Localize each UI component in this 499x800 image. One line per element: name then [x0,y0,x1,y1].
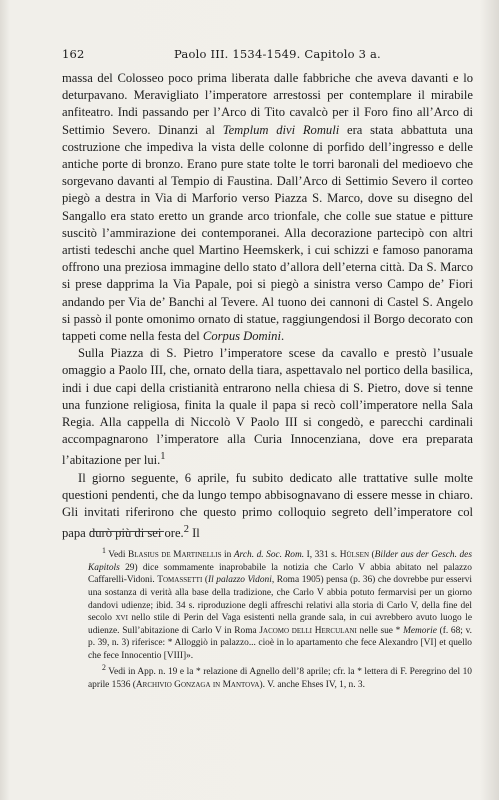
italic-run: Bilder aus der Gesch. des Kapitols [88,550,472,573]
main-text [62,70,473,543]
author-name: Tomassetti [157,575,203,586]
text-run: 29) dice sommamente inaprobabile la notizia che Carlo V abbia abitato nel palazzo Caffarelli-Vidoni. [88,562,472,586]
text-run: , Roma 1905) pensa (p. 36) che dovrebbe pur esservi una sostanza di verità alla base della tradizione, che Carlo V abbia potuto fermarvisi per un giorno dandovi udienze; ibid. 34 s. riproduzione degli affreschi relativi alla storia di Carlo V, della fine del secolo [88,575,472,624]
author-name: Hülsen [339,550,370,561]
text-run: Vedi in App. n. 19 e la * relazione di Agnello dell’8 aprile; cfr. la * lettera di F. Peregrino del 10 aprile 1536 ( [88,667,472,691]
footnote-2 [88,662,472,691]
text-run: nello stile di Perin del Vaga esistenti nella grande sala, in cui avrebbero avuto luogo le udienze. Sull’abitazione di Carlo V in Roma [88,613,473,636]
text-run: . [280,329,285,344]
author-name: Blasius de Martinellis [127,550,222,561]
text-run: Il [188,526,200,541]
paragraph-2 [62,345,473,470]
footnote-number: 1 [102,546,106,555]
text-run: in [221,550,234,561]
footnote-ref: 2 [183,524,189,536]
text-run: Sulla Piazza di S. Pietro l’imperatore scese da cavallo e prestò l’usuale omaggio a Paolo III, che, ornato della tiara, aspettavalo nel portico della basilica, indi i due capi della cristianità entrarono nella chiesa di S. Pietro, dove si tenne una funzione religiosa, finita la quale il papa si recò coll’imperatore nella Sala Regia. Alla cappella di Niccolò V Paolo III si congedò, e parecchi cardinali accompagnarono l’imperatore alla Curia Innocenziana, dove era preparata l’abitazione per lui. [62,346,473,468]
page-number: 162 [62,47,85,61]
text-run: Il giorno seguente, 6 aprile, fu subito dedicato alle trattative sulle molte questioni pendenti, che da lungo tempo abbisognavano di essere messe in chiaro. Gli invitati riferirono che questo primo colloquio segreto dell’imperatore col papa durò più di sei ore. [62,470,473,541]
footnote-rule [90,531,164,532]
footnote-ref: 1 [160,451,166,463]
text-run: nelle sue * [356,625,404,636]
archive-name: Archivio Gonzaga in Mantova [135,680,260,691]
footnote-1 [88,545,472,662]
footnotes [88,545,472,692]
footnote-number: 2 [102,663,106,673]
italic-run: Il palazzo Vidoni [207,575,272,586]
italic-run: Templum divi Romuli [222,122,340,137]
text-run: I, 331 s. [304,550,340,561]
text-run: Vedi [105,550,128,561]
text-run: ( [202,575,208,586]
italic-run: Corpus Domini [202,329,281,344]
text-run: ). V. anche Ehses IV, 1, n. 3. [259,680,365,691]
text-run: (f. 68; v. p. 39, n. 3) riferisce: * Alloggiò in palazzo... cioè in lo apartamento che fece Alexandro [VI] et quello che fece Innocentio [VIII]». [88,625,472,661]
paragraph-1 [62,70,473,345]
italic-run: Memorie [403,625,437,636]
author-name: Jacomo delli Herculani [259,625,357,636]
century-numeral: xvi [115,613,128,624]
text-run: ( [369,550,375,561]
text-run: era stata abbattuta una costruzione che impediva la vista delle colonne di porfido dell’ingresso e delle antiche porte di bronzo. Erano pure state tolte le torri baronali del medioevo che sorgevano davanti al Tempio di Faustina. Dall’Arco di Settimio Severo il corteo piegò a destra in Via di Marforio verso Piazza S. Marco, dove su disegno del Sangallo era stato eretto un grande arco trionfale, che colle sue statue e pitture suscitò l’ammirazione dei contemporanei. Alla decorazione partecipò con altri artisti tedeschi anche quel Martino Heemskerk, i cui schizzi e famoso panorama offrono una preziosa immagine dello stato d’allora dell’eterna città. Da S. Marco si prese dapprima la Via Papale, poi si piegò a sinistra verso Campo de’ Fiori andando per Via de’ Banchi al Tevere. Al tuono dei cannoni di Castel S. Angelo si passò il ponte omonimo ornato di statue, raggiungendosi il Borgo decorato con tappeti come nella festa del [62,122,474,344]
text-run: massa del Colosseo poco prima liberata dalle fabbriche che aveva davanti e lo deturpavano. Meravigliato l’imperatore arrestossi per contemplare il mirabile anfiteatro. Indi passando per l’Arco di Tito cavalcò per il Foro fino all’Arco di Settimio Severo. Dinanzi al [62,71,473,137]
running-head: Paolo III. 1534-1549. Capitolo 3 a. [174,47,381,61]
italic-run: Arch. d. Soc. Rom. [233,550,305,561]
